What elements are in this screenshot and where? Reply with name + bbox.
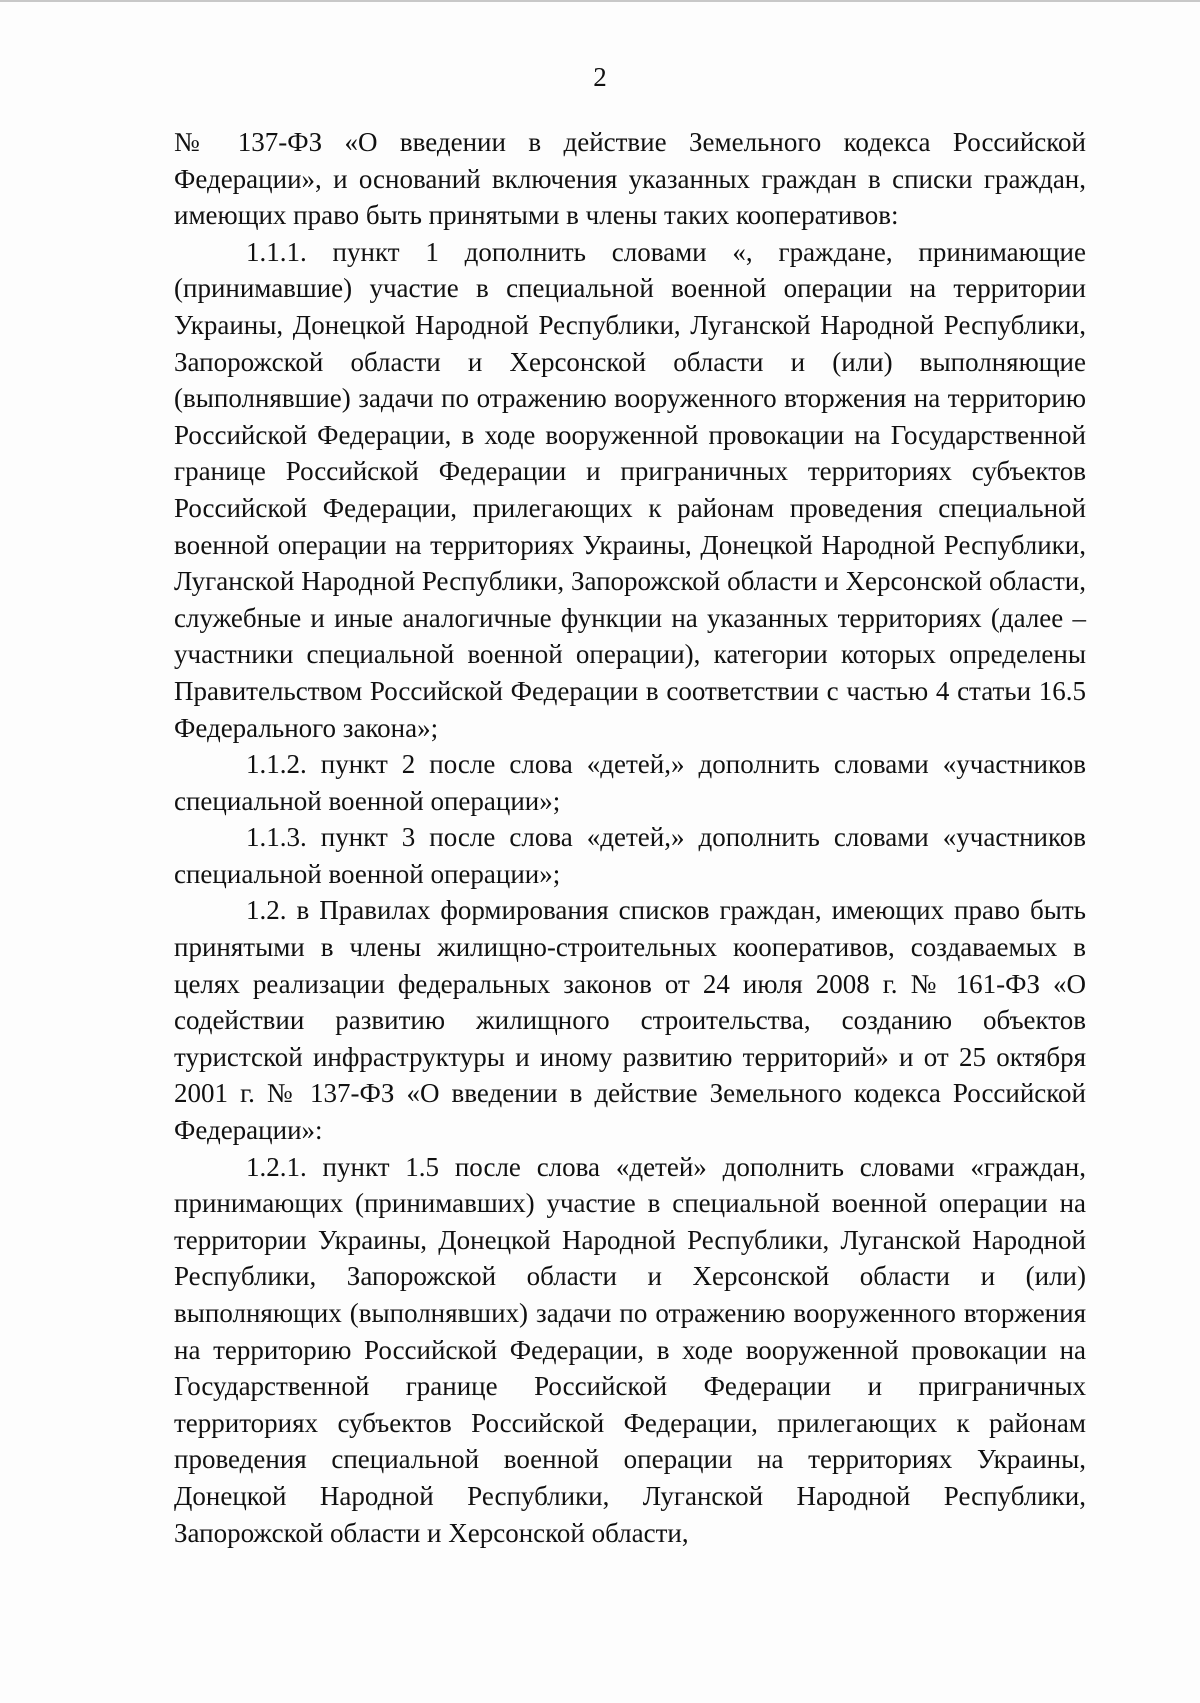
paragraph-1-1-2: 1.1.2. пункт 2 после слова «детей,» дополнить словами «участников специальной военной операции»; (174, 749, 1086, 816)
paragraph-1-2: 1.2. в Правилах формирования списков граждан, имеющих право быть принятыми в члены жилищно-строительных кооперативов, создаваемых в целях реализации федеральных законов от 24 июля 2008 г. № 161-ФЗ «О содействии развитию жилищного строительства, созданию объектов туристской инфраструктуры и иному развитию территорий» и от 25 октября 2001 г. № 137-ФЗ «О введении в действие Земельного кодекса Российской Федерации»: (174, 895, 1086, 1146)
page-number: 2 (593, 62, 607, 92)
paragraph-1-2-1: 1.2.1. пункт 1.5 после слова «детей» дополнить словами «граждан, принимающих (принимавших) участие в специальной военной операции на территории Украины, Донецкой Народной Республики, Луганской Народной Республики, Запорожской области и Херсонской области и (или) выполняющих (выполнявших) задачи по отражению вооруженного вторжения на территорию Российской Федерации, в ходе вооруженной провокации на Государственной границе Российской Федерации и приграничных территориях субъектов Российской Федерации, прилегающих к районам проведения специальной военной операции на территориях Украины, Донецкой Народной Республики, Луганской Народной Республики, Запорожской области и Херсонской области, (174, 1151, 1086, 1548)
document-body (174, 124, 1086, 1551)
paragraph-1-1-1: 1.1.1. пункт 1 дополнить словами «, граждане, принимающие (принимавшие) участие в специальной военной операции на территории Украины, Донецкой Народной Республики, Луганской Народной Республики, Запорожской области и Херсонской области и (или) выполняющие (выполнявшие) задачи по отражению вооруженного вторжения на территорию Российской Федерации, в ходе вооруженной провокации на Государственной границе Российской Федерации и приграничных территориях субъектов Российской Федерации, прилегающих к районам проведения специальной военной операции на территориях Украины, Донецкой Народной Республики, Луганской Народной Республики, Запорожской области и Херсонской области, служебные и иные аналогичные функции на указанных территориях (далее – участники специальной военной операции), категории которых определены Правительством Российской Федерации в соответствии с частью 4 статьи 16.5 Федерального закона»; (174, 236, 1086, 743)
paragraph-continuation: № 137-ФЗ «О введении в действие Земельного кодекса Российской Федерации», и оснований включения указанных граждан в списки граждан, имеющих право быть принятыми в члены таких кооперативов: (174, 127, 1086, 231)
paragraph-1-1-3: 1.1.3. пункт 3 после слова «детей,» дополнить словами «участников специальной военной операции»; (174, 822, 1086, 889)
